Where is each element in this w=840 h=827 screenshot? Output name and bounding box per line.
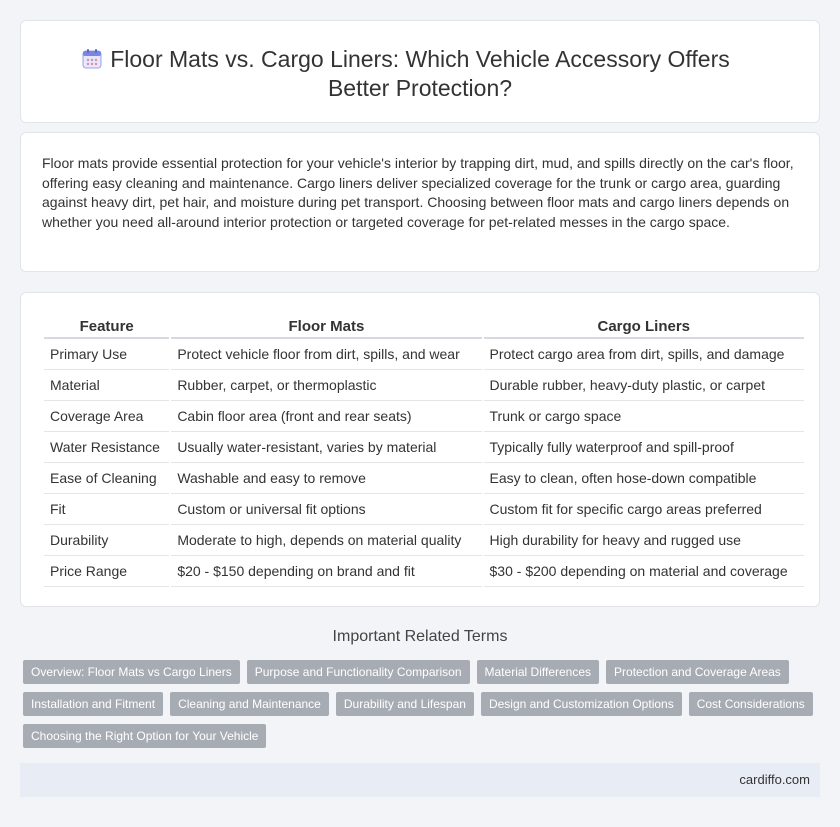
header-floor-mats: Floor Mats (171, 312, 481, 339)
table-cell: Fit (44, 494, 169, 525)
table-cell: Material (44, 370, 169, 401)
related-term-tag[interactable]: Purpose and Functionality Comparison (247, 660, 470, 684)
table-cell: Durable rubber, heavy-duty plastic, or carpet (484, 370, 804, 401)
comparison-table (42, 312, 806, 587)
tag-row (23, 692, 823, 716)
table-cell: $30 - $200 depending on material and coverage (484, 556, 804, 587)
table-row (44, 463, 804, 494)
intro-card (20, 132, 820, 272)
tag-row (23, 724, 823, 748)
table-cell: Durability (44, 525, 169, 556)
table-cell: Ease of Cleaning (44, 463, 169, 494)
table-row (44, 339, 804, 370)
related-term-tag[interactable]: Installation and Fitment (23, 692, 163, 716)
related-term-tag[interactable]: Overview: Floor Mats vs Cargo Liners (23, 660, 240, 684)
table-cell: Custom fit for specific cargo areas preferred (484, 494, 804, 525)
table-cell: Water Resistance (44, 432, 169, 463)
related-term-tag[interactable]: Cost Considerations (689, 692, 813, 716)
table-row (44, 556, 804, 587)
table-cell: Price Range (44, 556, 169, 587)
footer (20, 763, 820, 797)
page-title: Floor Mats vs. Cargo Liners: Which Vehicle Accessory Offers Better Protection? (110, 46, 730, 101)
tag-row (23, 660, 823, 684)
table-cell: Moderate to high, depends on material quality (171, 525, 481, 556)
table-cell: Custom or universal fit options (171, 494, 481, 525)
related-term-tag[interactable]: Material Differences (477, 660, 600, 684)
table-cell: Cabin floor area (front and rear seats) (171, 401, 481, 432)
table-cell: Coverage Area (44, 401, 169, 432)
header-cargo-liners: Cargo Liners (484, 312, 804, 339)
related-term-tag[interactable]: Choosing the Right Option for Your Vehicle (23, 724, 266, 748)
table-cell: Washable and easy to remove (171, 463, 481, 494)
title-card (20, 20, 820, 123)
table-cell: Protect cargo area from dirt, spills, and damage (484, 339, 804, 370)
table-cell: Usually water-resistant, varies by material (171, 432, 481, 463)
table-cell: Primary Use (44, 339, 169, 370)
related-term-tag[interactable]: Cleaning and Maintenance (170, 692, 329, 716)
table-cell: Protect vehicle floor from dirt, spills, and wear (171, 339, 481, 370)
table-row (44, 370, 804, 401)
intro-paragraph: Floor mats provide essential protection for your vehicle's interior by trapping dirt, mud, and spills directly on the car's floor, offering easy cleaning and maintenance. Cargo liners deliver specialized coverage for the trunk or cargo area, guarding against heavy dirt, pet hair, and moisture during pet transport. Choosing between floor mats and cargo liners depends on whether you need all-around interior protection or targeted coverage for pet-related messes in the cargo space. (42, 155, 794, 230)
table-cell: Easy to clean, often hose-down compatible (484, 463, 804, 494)
table-row (44, 525, 804, 556)
related-term-tag[interactable]: Protection and Coverage Areas (606, 660, 789, 684)
table-row (44, 494, 804, 525)
table-cell: Typically fully waterproof and spill-proof (484, 432, 804, 463)
related-term-tag[interactable]: Design and Customization Options (481, 692, 682, 716)
header-feature: Feature (44, 312, 169, 339)
comparison-table-card (20, 292, 820, 607)
table-cell: Trunk or cargo space (484, 401, 804, 432)
table-cell: High durability for heavy and rugged use (484, 525, 804, 556)
related-terms-list (23, 660, 823, 756)
related-terms-title: Important Related Terms (332, 628, 508, 645)
footer-site-link[interactable]: cardiffo.com (739, 772, 810, 787)
table-cell: $20 - $150 depending on brand and fit (171, 556, 481, 587)
table-row (44, 401, 804, 432)
table-header-row (44, 312, 804, 339)
related-term-tag[interactable]: Durability and Lifespan (336, 692, 474, 716)
table-cell: Rubber, carpet, or thermoplastic (171, 370, 481, 401)
table-row (44, 432, 804, 463)
